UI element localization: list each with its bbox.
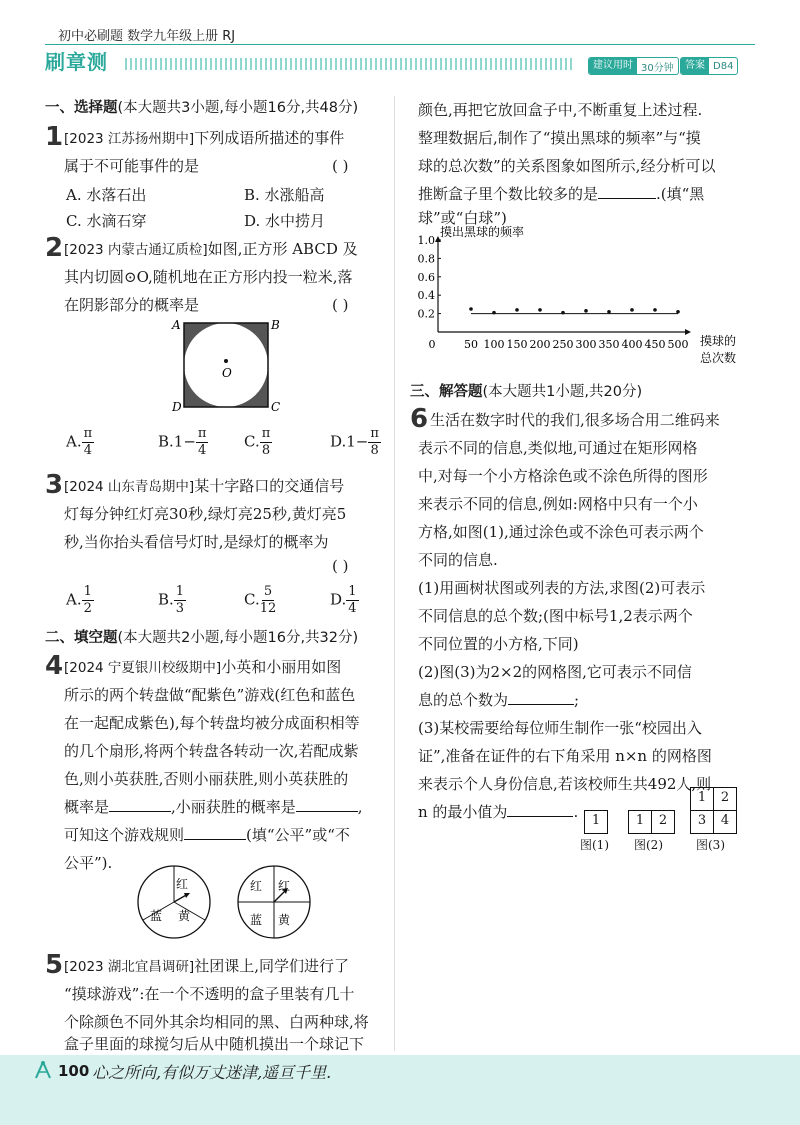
square-circle-figure bbox=[168, 315, 288, 415]
question-4-number: 4 bbox=[45, 651, 64, 681]
question-4-line-5: 色,则小英获胜,否则小丽获胜,则小英获胜的 bbox=[64, 770, 349, 788]
question-6-part-2-b: 息的总个数为 ; bbox=[418, 686, 579, 715]
question-1-option-d: D. 水中捞月 bbox=[244, 212, 326, 230]
compass-icon bbox=[32, 1060, 54, 1080]
question-2-answer-paren: ( ) bbox=[332, 296, 349, 314]
suggested-time-badge bbox=[588, 57, 679, 75]
chart-point bbox=[492, 311, 496, 315]
fig3-cell-3: 3 bbox=[690, 810, 714, 834]
label-o: O bbox=[222, 366, 232, 380]
chart-point bbox=[676, 310, 680, 314]
label-c: C bbox=[271, 400, 281, 414]
question-6-part-3-c: 来表示个人身份信息,若该校师生共492人,则 bbox=[418, 775, 712, 793]
svg-text:摸球的: 摸球的 bbox=[700, 334, 737, 348]
chart-ylabel: 摸出黑球的频率 bbox=[440, 226, 525, 239]
question-1-answer-paren: ( ) bbox=[332, 157, 349, 175]
question-1-number: 1 bbox=[45, 122, 64, 152]
chart-x-tick-label: 200 bbox=[529, 338, 551, 351]
question-6-part-3-d: n 的最小值为 . bbox=[418, 798, 578, 827]
question-6-line-2: 表示不同的信息,类似地,可通过在矩形网格 bbox=[418, 439, 698, 457]
spinner-2-red-a: 红 bbox=[250, 879, 263, 893]
question-4-text: 小英和小丽用如图 bbox=[221, 658, 342, 676]
blank-fairness[interactable] bbox=[184, 821, 246, 840]
question-6-line-5: 方格,如图(1),通过涂色或不涂色可表示两个 bbox=[418, 523, 704, 541]
label-a: A bbox=[172, 318, 181, 332]
question-2-option-d: D.1− $\frac{\pi}{8}$ bbox=[330, 426, 379, 458]
chart-point bbox=[515, 308, 519, 312]
page-number: 100 bbox=[58, 1062, 90, 1080]
label-b: B bbox=[271, 318, 280, 332]
svg-text:总次数: 总次数 bbox=[700, 351, 737, 365]
section-2-note: (本大题共2小题,每小题16分,共32分) bbox=[117, 630, 359, 646]
chart-x-tick-label: 450 bbox=[644, 338, 666, 351]
chart-point bbox=[561, 311, 565, 315]
section-1-title: 一、选择题 bbox=[45, 100, 118, 116]
question-6-line-4: 来表示不同的信息,例如:网格中只有一个小 bbox=[418, 495, 698, 513]
question-6-number: 6 bbox=[410, 404, 429, 434]
fig3-cell-4: 4 bbox=[713, 810, 737, 834]
blank-more-balls[interactable] bbox=[598, 180, 656, 199]
question-3-line-1 bbox=[64, 472, 344, 502]
chart-x-tick-label: 400 bbox=[621, 338, 643, 351]
question-2-option-b: B.1− $\frac{\pi}{4}$ bbox=[158, 426, 207, 458]
chart-point bbox=[630, 308, 634, 312]
question-5-cont-line-5: 球”或“白球”) bbox=[418, 209, 507, 227]
question-4-line-2: 所示的两个转盘做“配紫色”游戏(红色和蓝色 bbox=[64, 686, 356, 704]
chart-x-tick-label: 300 bbox=[575, 338, 597, 351]
question-6-part-1-b: 不同信息的总个数;(图中标号1,2表示两个 bbox=[418, 607, 693, 625]
spinner-1-red: 红 bbox=[176, 877, 189, 891]
question-3-option-a: A. $\frac{1}{2}$ bbox=[66, 584, 92, 616]
question-6-part-3-a: (3)某校需要给每位师生制作一张“校园出入 bbox=[418, 719, 702, 737]
question-5-source: [2023 湖北宜昌调研] bbox=[64, 959, 195, 975]
question-3-source: [2024 山东青岛期中] bbox=[64, 479, 195, 495]
question-4-line-8: 公平”). bbox=[64, 854, 113, 872]
question-1-option-c: C. 水滴石穿 bbox=[66, 212, 147, 230]
time-value: 30分钟 bbox=[641, 62, 674, 74]
chart-x-tick-label: 50 bbox=[464, 338, 478, 351]
spinner-1-blue: 蓝 bbox=[150, 909, 163, 923]
answer-value: D84 bbox=[713, 60, 734, 72]
time-key: 建议用时 bbox=[589, 58, 637, 74]
question-5-number: 5 bbox=[45, 950, 64, 980]
chart-y-tick-label: 0.4 bbox=[418, 289, 435, 303]
question-6-part-2-a: (2)图(3)为2×2的网格图,它可表示不同信 bbox=[418, 663, 692, 681]
answer-badge bbox=[680, 57, 738, 75]
question-1-source: [2023 江苏扬州期中] bbox=[64, 131, 195, 147]
chart-x-tick-label: 500 bbox=[667, 338, 689, 351]
fig1-caption: 图(1) bbox=[580, 838, 609, 852]
chart-y-tick-label: 0.6 bbox=[418, 270, 435, 284]
question-2-line-2: 其内切圆⊙O,随机地在正方形内投一粒米,落 bbox=[64, 268, 353, 286]
question-2-option-a: A. $\frac{\pi}{4}$ bbox=[66, 426, 93, 458]
spinners-figure bbox=[130, 864, 330, 944]
question-5-line-3: 个除颜色不同外其余均相同的黑、白两种球,将 bbox=[64, 1013, 369, 1031]
header-brand: 刷章测 bbox=[45, 50, 108, 74]
question-3-option-c: C. $\frac{5}{12}$ bbox=[244, 584, 277, 616]
spinner-2-yellow: 黄 bbox=[278, 913, 291, 927]
spinner-2-blue: 蓝 bbox=[250, 913, 263, 927]
blank-grid-total[interactable] bbox=[508, 686, 574, 705]
question-3-option-d: D. $\frac{1}{4}$ bbox=[330, 584, 357, 616]
fig2-cell-1: 1 bbox=[628, 810, 652, 834]
spinner-2-red-b: 红 bbox=[278, 879, 291, 893]
fig2-cell-2: 2 bbox=[651, 810, 675, 834]
fig1-cell-1: 1 bbox=[584, 810, 608, 834]
fig3-caption: 图(3) bbox=[696, 838, 725, 852]
chart-x-tick-label: 100 bbox=[483, 338, 505, 351]
frequency-chart bbox=[418, 226, 738, 376]
chart-x-tick-label: 150 bbox=[506, 338, 528, 351]
question-2-option-c: C. $\frac{\pi}{8}$ bbox=[244, 426, 271, 458]
question-3-option-b: B. $\frac{1}{3}$ bbox=[158, 584, 185, 616]
header-subtitle: 初中必刷题 数学九年级上册 RJ bbox=[58, 29, 236, 44]
question-5-line-2: “摸球游戏”:在一个不透明的盒子里装有几十 bbox=[64, 985, 355, 1003]
chart-point bbox=[538, 308, 542, 312]
chart-x-tick-label: 350 bbox=[598, 338, 620, 351]
question-5-line-1 bbox=[64, 952, 349, 982]
question-2-line-1 bbox=[64, 235, 358, 265]
spinner-1-yellow: 黄 bbox=[178, 909, 191, 923]
question-6-line-3: 中,对每一个小方格涂色或不涂色所得的图形 bbox=[418, 467, 708, 485]
blank-xiaoli-prob[interactable] bbox=[296, 793, 358, 812]
chart-y-tick-label: 0.2 bbox=[418, 307, 435, 321]
fig3-cell-2: 2 bbox=[713, 787, 737, 811]
question-2-source: [2023 内蒙古通辽质检] bbox=[64, 242, 208, 258]
question-3-answer-paren: ( ) bbox=[332, 557, 349, 575]
chart-x-tick-label: 0 bbox=[428, 338, 436, 351]
chart-point bbox=[584, 309, 588, 313]
header-stripe bbox=[125, 58, 575, 70]
question-3-line-2: 灯每分钟红灯亮30秒,绿灯亮25秒,黄灯亮5 bbox=[64, 505, 347, 523]
section-3-title: 三、解答题 bbox=[410, 384, 483, 400]
chart-x-arrow bbox=[685, 329, 691, 335]
question-4-line-3: 在一起配成紫色),每个转盘均被分成面积相等 bbox=[64, 714, 360, 732]
question-5-cont-line-2: 整理数据后,制作了“摸出黑球的频率”与“摸 bbox=[418, 129, 701, 147]
question-4-source: [2024 宁夏银川校级期中] bbox=[64, 660, 222, 676]
question-1-option-a: A. 水落石出 bbox=[66, 186, 147, 204]
question-3-number: 3 bbox=[45, 470, 64, 500]
label-d: D bbox=[172, 400, 182, 414]
header-rule bbox=[45, 44, 755, 45]
question-1-option-b: B. 水涨船高 bbox=[244, 186, 325, 204]
section-1-note: (本大题共3小题,每小题16分,共48分) bbox=[117, 100, 359, 116]
chart-x-tick-label: 250 bbox=[552, 338, 574, 351]
question-2-text: 如图,正方形 ABCD 及 bbox=[207, 240, 358, 258]
question-3-text: 某十字路口的交通信号 bbox=[194, 477, 345, 495]
chart-point bbox=[653, 308, 657, 312]
question-6-part-3-b: 证”,准备在证件的右下角采用 n×n 的网格图 bbox=[418, 747, 712, 765]
chart-y-tick-label: 1.0 bbox=[418, 234, 435, 247]
chart-y-tick-label: 0.8 bbox=[418, 252, 435, 266]
question-1-text: 下列成语所描述的事件 bbox=[194, 129, 345, 147]
blank-min-n[interactable] bbox=[507, 798, 573, 817]
chart-xlabel bbox=[700, 333, 736, 365]
question-5-line-4: 盒子里面的球搅匀后从中随机摸出一个球记下 bbox=[64, 1035, 365, 1053]
question-4-line-6: 概率是 ,小丽获胜的概率是 , bbox=[64, 793, 363, 822]
question-3-line-3: 秒,当你抬头看信号灯时,是绿灯的概率为 bbox=[64, 533, 329, 551]
question-5-cont-line-1: 颜色,再把它放回盒子中,不断重复上述过程. bbox=[418, 101, 703, 119]
section-2-heading bbox=[45, 626, 358, 647]
footer-motto: 心之所向,有似万丈迷津,遥亘千里. bbox=[92, 1063, 332, 1082]
fig2-caption: 图(2) bbox=[634, 838, 663, 852]
question-4-line-1 bbox=[64, 653, 341, 683]
question-6-part-1-a: (1)用画树状图或列表的方法,求图(2)可表示 bbox=[418, 579, 706, 597]
section-2-title: 二、填空题 bbox=[45, 630, 118, 646]
inscribed-circle bbox=[184, 323, 268, 407]
section-3-heading bbox=[410, 380, 642, 401]
center-point bbox=[224, 359, 228, 363]
blank-xiaoying-prob[interactable] bbox=[109, 793, 171, 812]
fig3-cell-1: 1 bbox=[690, 787, 714, 811]
question-6-part-1-c: 不同位置的小方格,下同) bbox=[418, 635, 579, 653]
question-4-line-7: 可知这个游戏规则 (填“公平”或“不 bbox=[64, 821, 350, 850]
question-5-text: 社团课上,同学们进行了 bbox=[194, 957, 349, 975]
spinner-1 bbox=[138, 866, 210, 938]
question-5-cont-line-3: 球的总次数”的关系图象如图所示,经分析可以 bbox=[418, 157, 716, 175]
chart-point bbox=[469, 307, 473, 311]
question-4-line-4: 的几个扇形,将两个转盘各转动一次,若配成紫 bbox=[64, 742, 359, 760]
column-divider bbox=[394, 96, 395, 1051]
chart-point bbox=[607, 310, 611, 314]
question-6-line-6: 不同的信息. bbox=[418, 551, 498, 569]
spinner-2 bbox=[238, 866, 310, 938]
question-2-line-3: 在阴影部分的概率是 bbox=[64, 296, 200, 314]
question-1-line-2: 属于不可能事件的是 bbox=[64, 157, 200, 175]
section-3-note: (本大题共1小题,共20分) bbox=[482, 384, 643, 400]
question-5-cont-line-4: 推断盒子里个数比较多的是 .(填“黑 bbox=[418, 180, 704, 209]
question-6-line-1: 生活在数字时代的我们,很多场合用二维码来 bbox=[430, 411, 720, 429]
answer-key: 答案 bbox=[681, 58, 709, 74]
section-1-heading bbox=[45, 96, 358, 117]
question-2-number: 2 bbox=[45, 233, 64, 263]
question-1-line-1 bbox=[64, 124, 344, 154]
